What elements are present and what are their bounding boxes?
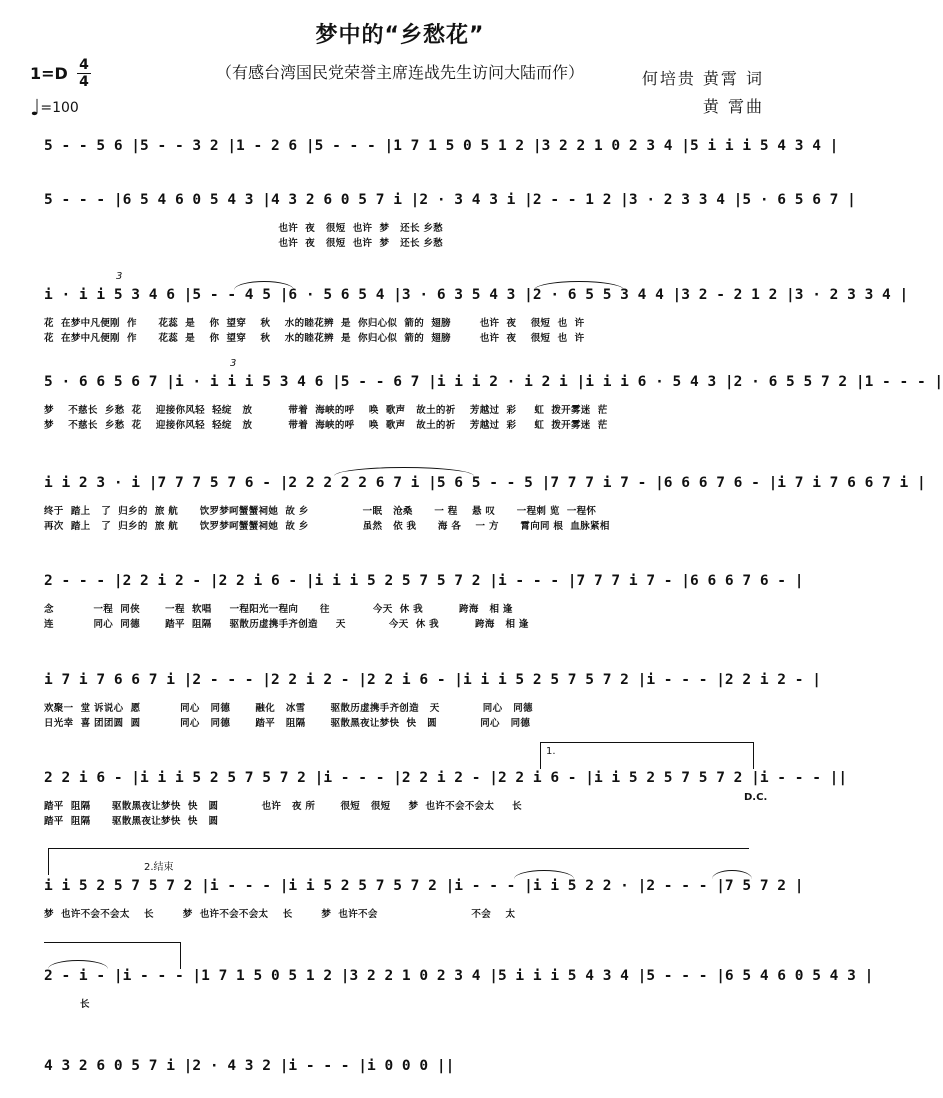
lyric-line-1: 花 在梦中凡便刚 作 花蕊 是 你 望穿 秋 水的睦花辨 是 你归心似 箭的 翅膀 也许 夜 很短 也 许: [44, 318, 585, 329]
da-capo-mark: D.C.: [744, 792, 768, 803]
lyric-line-2: 也许 夜 很短 也许 梦 还长 乡愁: [44, 238, 443, 249]
triplet-mark: 3: [230, 358, 237, 369]
time-signature-bottom: 4: [79, 74, 89, 90]
staff-row-4: [44, 358, 943, 434]
time-signature-top: 4: [79, 57, 89, 73]
notation-line: i · i i 5 3 4 6 |5 - - 4 5 |6 · 5 6 5 4 |3 · 6 3 5 4 3 |2 · 6 5 5 3 4 4 |3 2 - 2 1 2 |3 · 2 3 3 4 |: [44, 287, 909, 303]
lyric-line-1: 也许 夜 很短 也许 梦 还长 乡愁: [44, 223, 443, 234]
first-ending-bracket: [540, 742, 754, 769]
lyric-line-1: 欢聚一 堂 诉说心 愿 同心 同德 融化 冰雪 驱散历虚携手齐创造 天 同心 同德: [44, 703, 533, 714]
lyric-line-1: 梦 不慈长 乡愁 花 迎接你风轻 轻绽 放 带着 海峡的呼 唤 歌声 故土的祈 芳越过 彩 虹 拨开雾迷 茫: [44, 405, 608, 416]
notation-line: 2 - - - |2 2 i 2 - |2 2 i 6 - |i i i 5 2 5 7 5 7 2 |i - - - |7 7 7 i 7 - |6 6 6 7 6 - |: [44, 573, 804, 589]
notation-line: i 7 i 7 6 6 7 i |2 - - - |2 2 i 2 - |2 2 i 6 - |i i i 5 2 5 7 5 7 2 |i - - - |2 2 i 2 - |: [44, 672, 821, 688]
lyric-line-2: 花 在梦中凡便刚 作 花蕊 是 你 望穿 秋 水的睦花辨 是 你归心似 箭的 翅膀 也许 夜 很短 也 许: [44, 333, 585, 344]
notation-line: 2 2 i 6 - |i i i 5 2 5 7 5 7 2 |i - - - |2 2 i 2 - |2 2 i 6 - |i i 5 2 5 7 5 7 2 |i - - - ||: [44, 770, 848, 786]
tempo-marking: [30, 96, 79, 121]
page-subtitle: （有感台湾国民党荣誉主席连战先生访问大陆而作）: [215, 63, 584, 82]
page-title: 梦中的“乡愁花”: [315, 23, 485, 48]
notation-line: 4 3 2 6 0 5 7 i |2 · 4 3 2 |i - - - |i 0 0 0 ||: [44, 1058, 455, 1074]
notation-line: i i 2 3 · i |7 7 7 5 7 6 - |2 2 2 2 2 6 7 i |5 6 5 - - 5 |7 7 7 i 7 - |6 6 6 7 6 - |i 7 i 7 6 6 7 i |: [44, 475, 926, 491]
lyric-line-2: 日光幸 喜 团团圆 圆 同心 同德 踏平 阻隔 驱散黑夜让梦快 快 圆 同心 同德: [44, 718, 531, 729]
staff-row-2: [44, 192, 856, 252]
staff-row-6: [44, 573, 804, 633]
staff-row-3: [44, 271, 909, 347]
notation-line: i i 5 2 5 7 5 7 2 |i - - - |i i 5 2 5 7 5 7 2 |i - - - |i i 5 2 2 · |2 - - - |7 5 7 2 |: [44, 878, 804, 894]
notation-line: 5 - - - |6 5 4 6 0 5 4 3 |4 3 2 6 0 5 7 i |2 · 3 4 3 i |2 - - 1 2 |3 · 2 3 3 4 |5 · 6 5 6 7 |: [44, 192, 856, 208]
lyric-line-1: 长: [80, 999, 90, 1010]
notation-line: 5 - - 5 6 |5 - - 3 2 |1 - 2 6 |5 - - - |1 7 1 5 0 5 1 2 |3 2 2 1 0 2 3 4 |5 i i i 5 4 3 4 |: [44, 138, 839, 154]
lyric-line-2: 梦 不慈长 乡愁 花 迎接你风轻 轻绽 放 带着 海峡的呼 唤 歌声 故土的祈 芳越过 彩 虹 拨开雾迷 茫: [44, 420, 608, 431]
lyric-line-2: 连 同心 同德 踏平 阻隔 驱散历虚携手齐创造 天 今天 休 我 跨海 相 逢: [44, 619, 529, 630]
tempo-value: =100: [40, 100, 79, 116]
staff-row-7: [44, 672, 821, 732]
lyricist-credit: 何培贵 黄霄 词: [641, 69, 764, 88]
staff-row-11: [44, 1058, 770, 1084]
lyric-line-1: 念 一程 同侠 一程 软唱 一程阳光一程向 往 今天 休 我 跨海 相 逢: [44, 604, 513, 615]
composer-credit: 黄 霄曲: [702, 97, 764, 116]
notation-line: 5 · 6 6 5 6 7 |i · i i i 5 3 4 6 |5 - - 6 7 |i i i 2 · i 2 i |i i i 6 · 5 4 3 |2 · 6 5 5 7 2 |1 - - - |: [44, 374, 943, 390]
staff-row-10: [44, 968, 874, 1018]
lyric-line-1: 终于 踏上 了 归乡的 旅 航 饮罗梦呵蟹蟹祠她 故 乡 一眠 沧桑 一 程 悬 叹 一程刺 览 一程怀: [44, 506, 597, 517]
lyric-line-1: 踏平 阻隔 驱散黑夜让梦快 快 圆 也许 夜 所 很短 很短 梦 也许不会不会太 长: [44, 801, 522, 812]
staff-row-5: [44, 475, 926, 535]
staff-row-1: [44, 138, 839, 168]
lyric-line-2: 再次 踏上 了 归乡的 旅 航 饮罗梦呵蟹蟹祠她 故 乡 虽然 依 我 海 各 一 方 霄向同 根 血脉紧相: [44, 521, 610, 532]
notation-line: 2 - i - |i - - - |1 7 1 5 0 5 1 2 |3 2 2 1 0 2 3 4 |5 i i i 5 4 3 4 |5 - - - |6 5 4 6 0 5 4 3 |: [44, 968, 874, 984]
quarter-note-icon: ♩: [30, 96, 41, 121]
second-ending-label: 2.结束: [144, 862, 174, 873]
key-signature: 1=D: [30, 64, 68, 83]
staff-row-8: [44, 746, 848, 830]
time-signature: [77, 58, 91, 89]
lyric-line-1: 梦 也许不会不会太 长 梦 也许不会不会太 长 梦 也许不会 不会 太: [44, 909, 516, 920]
first-ending-label: 1.: [546, 746, 556, 757]
lyric-line-2: 踏平 阻隔 驱散黑夜让梦快 快 圆: [44, 816, 219, 827]
triplet-mark: 3: [116, 271, 123, 282]
staff-row-9: [44, 862, 804, 928]
